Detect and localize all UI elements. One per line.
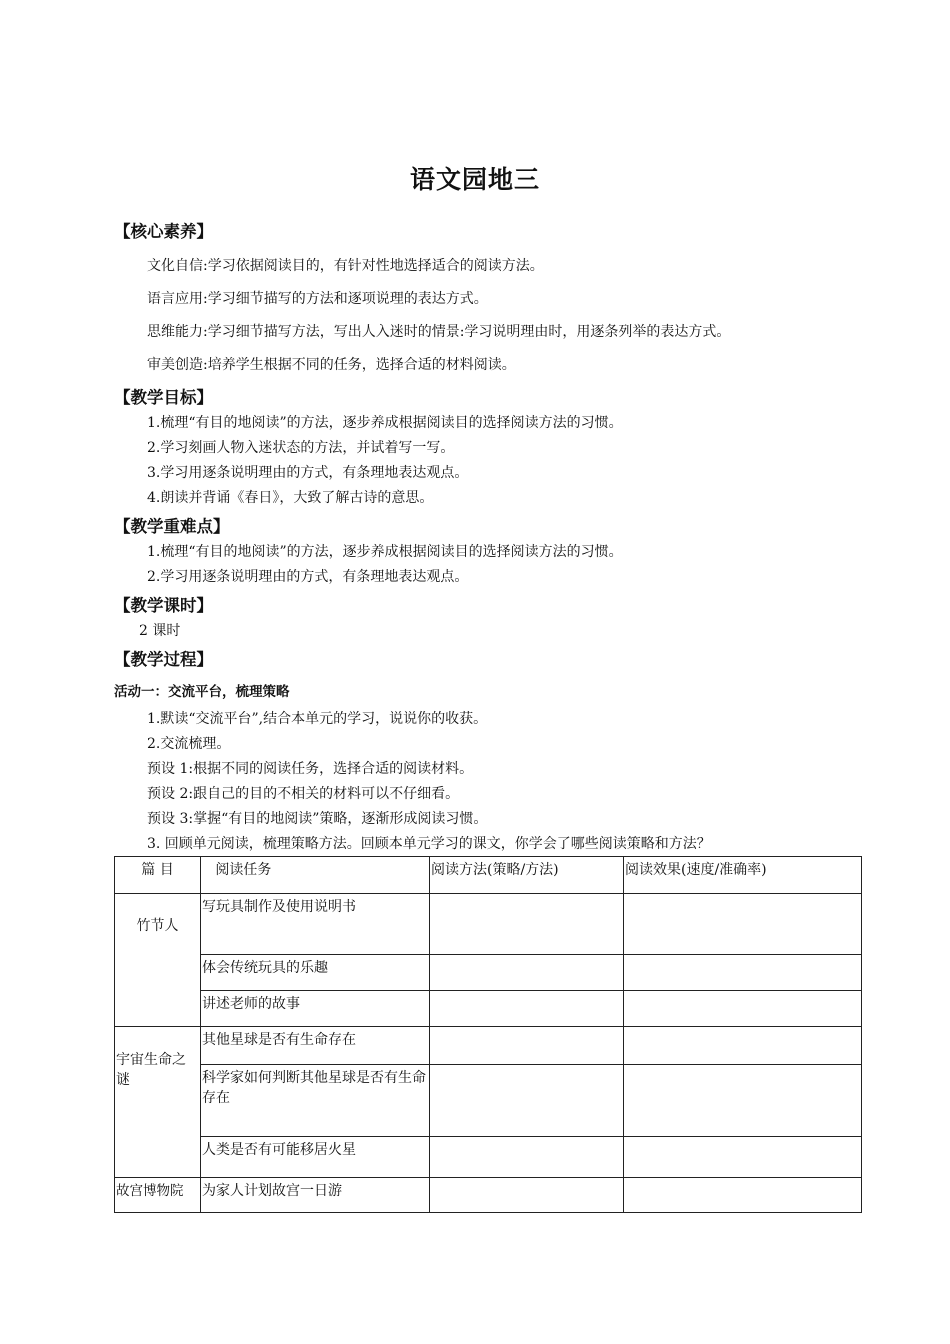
- goal-item: 3.学习用逐条说明理由的方式，有条理地表达观点。: [147, 465, 469, 481]
- table-row: [115, 1065, 862, 1137]
- effect-cell: [624, 991, 862, 1027]
- heading-teaching-process: 【教学过程】: [114, 650, 213, 669]
- heading-teaching-goals: 【教学目标】: [114, 388, 213, 407]
- key-point-item: 1.梳理“有目的地阅读”的方法，逐步养成根据阅读目的选择阅读方法的习惯。: [147, 544, 623, 560]
- table-row: [115, 1178, 862, 1213]
- effect-cell: [624, 894, 862, 955]
- teaching-hours-value: 2 课时: [139, 623, 181, 639]
- table-row: [115, 1027, 862, 1065]
- effect-cell: [624, 1178, 862, 1213]
- reading-strategy-table: [114, 856, 862, 1213]
- goal-item: 2.学习刻画人物入迷状态的方法，并试着写一写。: [147, 440, 455, 456]
- task-cell: 人类是否有可能移居火星: [201, 1137, 430, 1178]
- process-item: 2.交流梳理。: [147, 736, 231, 752]
- task-cell: 科学家如何判断其他星球是否有生命存在: [201, 1065, 430, 1137]
- heading-key-points: 【教学重难点】: [114, 517, 230, 536]
- core-item: 语言应用:学习细节描写的方法和逐项说理的表达方式。: [147, 291, 488, 307]
- process-item: 预设 1:根据不同的阅读任务，选择合适的阅读材料。: [147, 761, 474, 777]
- lesson-name-cell: 竹节人: [115, 894, 201, 1027]
- core-item: 审美创造:培养学生根据不同的任务，选择合适的材料阅读。: [147, 357, 516, 373]
- method-cell: [430, 1027, 624, 1065]
- process-item: 1.默读“交流平台”,结合本单元的学习，说说你的收获。: [147, 711, 488, 727]
- header-cell-title: 篇 目: [115, 857, 201, 894]
- effect-cell: [624, 955, 862, 991]
- task-cell: 其他星球是否有生命存在: [201, 1027, 430, 1065]
- task-cell: 体会传统玩具的乐趣: [201, 955, 430, 991]
- heading-core-literacy: 【核心素养】: [114, 222, 213, 241]
- header-cell-task: 阅读任务: [201, 857, 430, 894]
- header-cell-effect: 阅读效果(速度/准确率): [624, 857, 862, 894]
- process-item: 3. 回顾单元阅读，梳理策略方法。回顾本单元学习的课文，你学会了哪些阅读策略和方法？: [147, 836, 711, 852]
- heading-teaching-hours: 【教学课时】: [114, 596, 213, 615]
- task-cell: 为家人计划故宫一日游: [201, 1178, 430, 1213]
- lesson-name-cell: 宇宙生命之谜: [115, 1027, 201, 1178]
- method-cell: [430, 1178, 624, 1213]
- method-cell: [430, 894, 624, 955]
- activity-title: 活动一：交流平台，梳理策略: [114, 684, 290, 700]
- table-row: [115, 955, 862, 991]
- effect-cell: [624, 1137, 862, 1178]
- effect-cell: [624, 1065, 862, 1137]
- effect-cell: [624, 1027, 862, 1065]
- core-item: 文化自信:学习依据阅读目的，有针对性地选择适合的阅读方法。: [147, 258, 544, 274]
- table-row: [115, 894, 862, 955]
- document-title: 语文园地三: [409, 165, 540, 194]
- method-cell: [430, 1137, 624, 1178]
- goal-item: 1.梳理“有目的地阅读”的方法，逐步养成根据阅读目的选择阅读方法的习惯。: [147, 415, 623, 431]
- key-point-item: 2.学习用逐条说明理由的方式，有条理地表达观点。: [147, 569, 469, 585]
- core-item: 思维能力:学习细节描写方法，写出人入迷时的情景:学习说明理由时，用逐条列举的表达方式。: [147, 324, 731, 340]
- task-cell: 讲述老师的故事: [201, 991, 430, 1027]
- process-item: 预设 3:掌握“有目的地阅读”策略，逐渐形成阅读习惯。: [147, 811, 488, 827]
- method-cell: [430, 955, 624, 991]
- table-row: [115, 1137, 862, 1178]
- process-item: 预设 2:跟自己的目的不相关的材料可以不仔细看。: [147, 786, 460, 802]
- lesson-name-cell: 故宫博物院: [115, 1178, 201, 1213]
- method-cell: [430, 991, 624, 1027]
- method-cell: [430, 1065, 624, 1137]
- table-row: [115, 991, 862, 1027]
- goal-item: 4.朗读并背诵《春日》，大致了解古诗的意思。: [147, 490, 434, 506]
- header-cell-method: 阅读方法(策略/方法): [430, 857, 624, 894]
- task-cell: 写玩具制作及使用说明书: [201, 894, 430, 955]
- table-header-row: [115, 857, 862, 894]
